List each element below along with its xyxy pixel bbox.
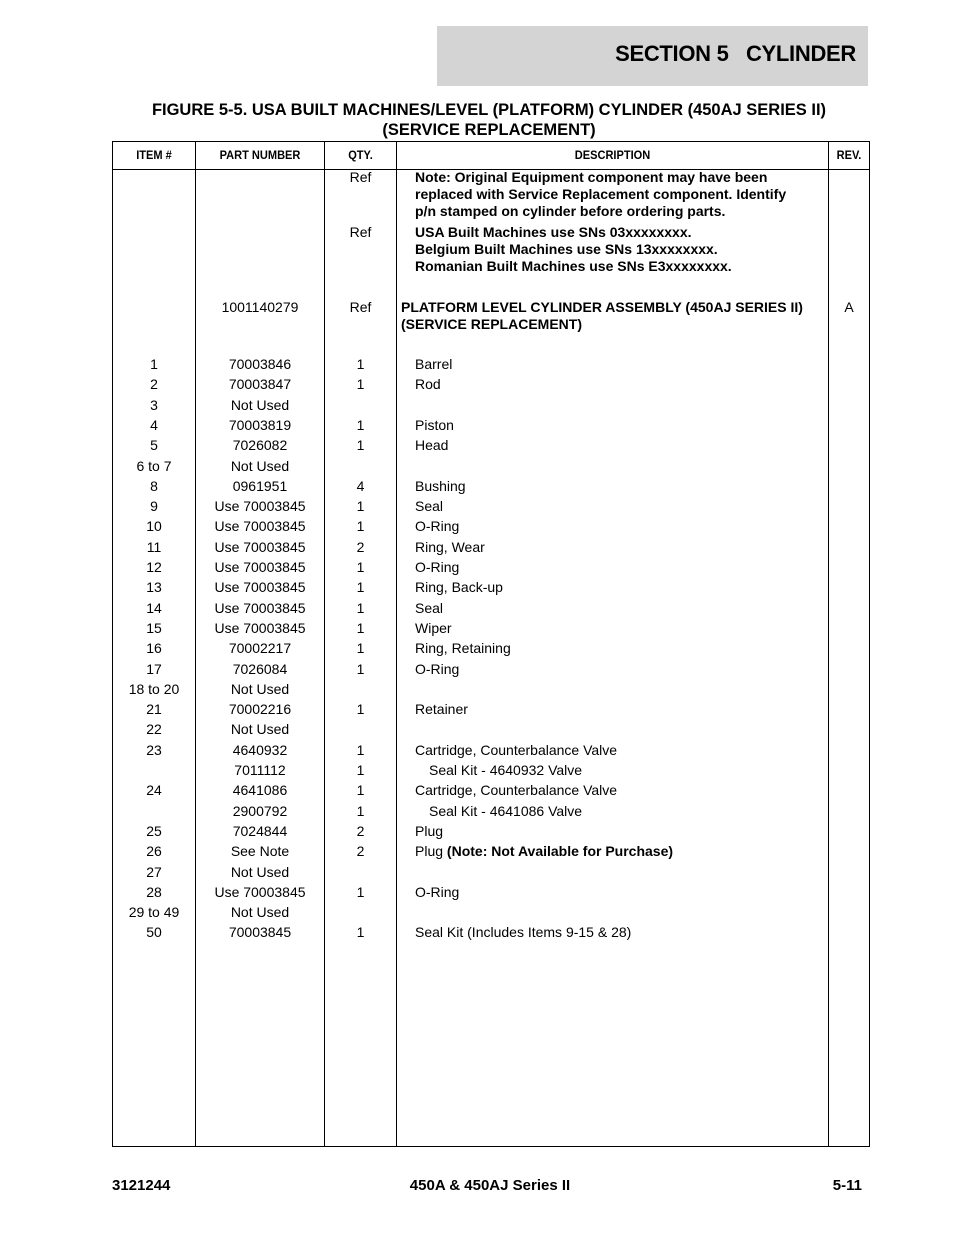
item-number: 4 bbox=[150, 416, 158, 433]
quantity: 4 bbox=[356, 477, 365, 494]
description-text: Seal Kit - 4641086 Valve bbox=[429, 802, 583, 819]
item-number: 14 bbox=[146, 599, 162, 616]
description bbox=[415, 498, 825, 515]
item-number: 5 bbox=[150, 437, 158, 454]
note-line: Note: Original Equipment component may have been bbox=[415, 169, 768, 185]
part-number: Use 70003845 bbox=[214, 619, 306, 636]
item-number: 1 bbox=[150, 356, 158, 372]
part-number: Not Used bbox=[230, 396, 290, 413]
quantity: 2 bbox=[356, 822, 365, 839]
item-number: 6 to 7 bbox=[136, 457, 172, 474]
part-number: 7024844 bbox=[232, 822, 288, 839]
description bbox=[415, 579, 825, 596]
note-line: p/n stamped on cylinder before ordering parts. bbox=[415, 203, 726, 219]
description bbox=[415, 620, 825, 637]
part-number: Use 70003845 bbox=[214, 518, 306, 535]
part-number: 70003846 bbox=[228, 356, 292, 372]
part-number: 70003819 bbox=[228, 416, 292, 433]
description-text: Piston bbox=[415, 416, 454, 433]
part-number: Use 70003845 bbox=[214, 559, 306, 575]
header-qty: QTY. bbox=[348, 148, 373, 162]
figure-title bbox=[100, 100, 878, 140]
item-number: 10 bbox=[146, 518, 162, 535]
quantity: 2 bbox=[356, 843, 365, 860]
quantity: 1 bbox=[356, 883, 365, 900]
part-number: See Note bbox=[230, 843, 290, 860]
item-number: 23 bbox=[146, 741, 162, 758]
description bbox=[415, 437, 825, 454]
column-divider bbox=[396, 142, 397, 1146]
note-line: USA Built Machines use SNs 03xxxxxxxx. bbox=[415, 224, 692, 240]
item-number: 9 bbox=[150, 498, 158, 515]
part-number: 70002217 bbox=[228, 640, 292, 657]
description-text: O-Ring bbox=[415, 883, 460, 900]
part-number: Use 70003845 bbox=[214, 579, 306, 596]
part-number: 4640932 bbox=[232, 741, 288, 758]
assembly-rev: A bbox=[844, 299, 854, 315]
quantity: 1 bbox=[356, 437, 365, 454]
part-number: 4641086 bbox=[232, 782, 288, 799]
header-item: ITEM # bbox=[136, 148, 172, 162]
part-number: 7026082 bbox=[232, 437, 288, 454]
description-text: Seal Kit (Includes Items 9-15 & 28) bbox=[415, 924, 632, 941]
assembly-part-number: 1001140279 bbox=[221, 299, 299, 315]
part-number: Use 70003845 bbox=[214, 538, 306, 555]
part-number: Use 70003845 bbox=[214, 883, 306, 900]
item-number: 21 bbox=[146, 701, 162, 718]
item-number: 50 bbox=[146, 924, 162, 941]
description-text: O-Ring bbox=[415, 660, 460, 677]
quantity: 1 bbox=[356, 376, 365, 393]
description-text: Barrel bbox=[415, 356, 453, 372]
footer-page-number: 5-11 bbox=[832, 1177, 862, 1194]
description bbox=[415, 742, 825, 759]
item-number: 28 bbox=[146, 883, 162, 900]
item-number: 16 bbox=[146, 640, 162, 657]
description-text: Cartridge, Counterbalance Valve bbox=[415, 782, 618, 799]
description bbox=[415, 376, 825, 393]
quantity: 1 bbox=[356, 416, 365, 433]
item-number: 27 bbox=[146, 863, 162, 880]
description bbox=[415, 600, 825, 617]
column-divider bbox=[828, 142, 829, 1146]
quantity: 1 bbox=[356, 701, 365, 718]
description-note: (Note: Not Available for Purchase) bbox=[446, 843, 674, 860]
item-number: 29 to 49 bbox=[128, 904, 180, 921]
quantity: 1 bbox=[356, 741, 365, 758]
description bbox=[415, 417, 825, 434]
part-number: 2900792 bbox=[232, 802, 288, 819]
figure-title-line2: (SERVICE REPLACEMENT) bbox=[382, 121, 596, 139]
assembly-line: (SERVICE REPLACEMENT) bbox=[401, 316, 582, 332]
item-number: 3 bbox=[150, 396, 158, 413]
note-line: Romanian Built Machines use SNs E3xxxxxxxx. bbox=[415, 258, 732, 274]
description bbox=[415, 356, 825, 373]
part-number: Not Used bbox=[230, 863, 290, 880]
description bbox=[429, 803, 839, 820]
part-number: Use 70003845 bbox=[214, 498, 306, 515]
description bbox=[415, 924, 825, 941]
description bbox=[415, 661, 825, 678]
description-text: Ring, Back-up bbox=[415, 579, 503, 596]
part-number: 70003847 bbox=[228, 376, 292, 393]
description bbox=[415, 782, 825, 799]
quantity: 1 bbox=[356, 599, 365, 616]
section-header-band bbox=[437, 26, 868, 86]
note-qty: Ref bbox=[349, 224, 372, 240]
section-title: SECTION 5 CYLINDER bbox=[615, 41, 856, 66]
part-number: Not Used bbox=[230, 680, 290, 697]
description-text: Retainer bbox=[415, 701, 468, 718]
quantity: 1 bbox=[356, 518, 365, 535]
part-number: 70002216 bbox=[228, 701, 292, 718]
part-number: Not Used bbox=[230, 904, 290, 921]
description bbox=[415, 640, 825, 657]
part-number: Use 70003845 bbox=[214, 599, 306, 616]
description bbox=[415, 478, 825, 495]
item-number: 11 bbox=[146, 538, 162, 555]
description-text: Wiper bbox=[415, 619, 452, 636]
part-number: Not Used bbox=[230, 721, 290, 738]
quantity: 1 bbox=[356, 559, 365, 575]
header-rev: REV. bbox=[836, 148, 862, 162]
note-line: replaced with Service Replacement component. Identify bbox=[415, 186, 787, 202]
note-text bbox=[415, 224, 825, 275]
description-text: Head bbox=[415, 437, 449, 454]
description-text: Ring, Retaining bbox=[415, 640, 511, 657]
note-text bbox=[415, 169, 825, 220]
item-number: 18 to 20 bbox=[128, 680, 180, 697]
parts-table bbox=[112, 141, 870, 1147]
description bbox=[415, 701, 825, 718]
header-part-number: PART NUMBER bbox=[219, 148, 301, 162]
description-text: O-Ring bbox=[415, 559, 460, 575]
item-number: 17 bbox=[146, 660, 162, 677]
note-qty: Ref bbox=[349, 169, 372, 185]
description-text: Seal bbox=[415, 498, 444, 515]
description-text: Bushing bbox=[415, 477, 466, 494]
quantity: 1 bbox=[356, 356, 365, 372]
footer-doc-number: 3121244 bbox=[112, 1177, 171, 1194]
description-text: Plug bbox=[415, 822, 444, 839]
item-number: 24 bbox=[146, 782, 162, 799]
description bbox=[415, 518, 825, 535]
description bbox=[415, 559, 825, 576]
quantity: 1 bbox=[356, 498, 365, 515]
description-text: Plug bbox=[415, 843, 447, 860]
description-text: O-Ring bbox=[415, 518, 460, 535]
quantity: 1 bbox=[356, 579, 365, 596]
assembly-qty: Ref bbox=[349, 299, 372, 315]
description bbox=[415, 823, 825, 840]
header-description: DESCRIPTION bbox=[574, 148, 651, 162]
part-number: 0961951 bbox=[232, 477, 288, 494]
part-number: 7011112 bbox=[234, 762, 286, 778]
part-number: 7026084 bbox=[232, 660, 288, 677]
footer-model: 450A & 450AJ Series II bbox=[409, 1177, 571, 1194]
item-number: 8 bbox=[150, 477, 158, 494]
figure-title-line1: FIGURE 5-5. USA BUILT MACHINES/LEVEL (PLATFORM) CYLINDER (450AJ SERIES II) bbox=[151, 101, 827, 119]
quantity: 1 bbox=[356, 762, 365, 778]
item-number: 2 bbox=[150, 376, 158, 393]
quantity: 1 bbox=[356, 619, 365, 636]
quantity: 1 bbox=[356, 640, 365, 657]
part-number: 70003845 bbox=[228, 924, 292, 941]
description-text: Ring, Wear bbox=[415, 538, 485, 555]
description bbox=[415, 539, 825, 556]
item-number: 26 bbox=[146, 843, 162, 860]
description bbox=[429, 762, 839, 779]
description-text: Seal bbox=[415, 599, 444, 616]
quantity: 1 bbox=[356, 660, 365, 677]
item-number: 15 bbox=[146, 619, 162, 636]
assembly-description bbox=[401, 299, 811, 333]
quantity: 2 bbox=[356, 538, 365, 555]
quantity: 1 bbox=[356, 782, 365, 799]
quantity: 1 bbox=[356, 802, 365, 819]
description-text: Rod bbox=[415, 376, 441, 393]
part-number: Not Used bbox=[230, 457, 290, 474]
item-number: 13 bbox=[146, 579, 162, 596]
note-line: Belgium Built Machines use SNs 13xxxxxxxx. bbox=[415, 241, 718, 257]
description bbox=[415, 843, 825, 860]
item-number: 22 bbox=[146, 721, 162, 738]
item-number: 25 bbox=[146, 822, 162, 839]
item-number: 12 bbox=[146, 559, 162, 575]
description-text: Seal Kit - 4640932 Valve bbox=[429, 762, 583, 778]
assembly-line: PLATFORM LEVEL CYLINDER ASSEMBLY (450AJ SERIES II) bbox=[401, 299, 803, 315]
description bbox=[415, 884, 825, 901]
quantity: 1 bbox=[356, 924, 365, 941]
description-text: Cartridge, Counterbalance Valve bbox=[415, 741, 618, 758]
